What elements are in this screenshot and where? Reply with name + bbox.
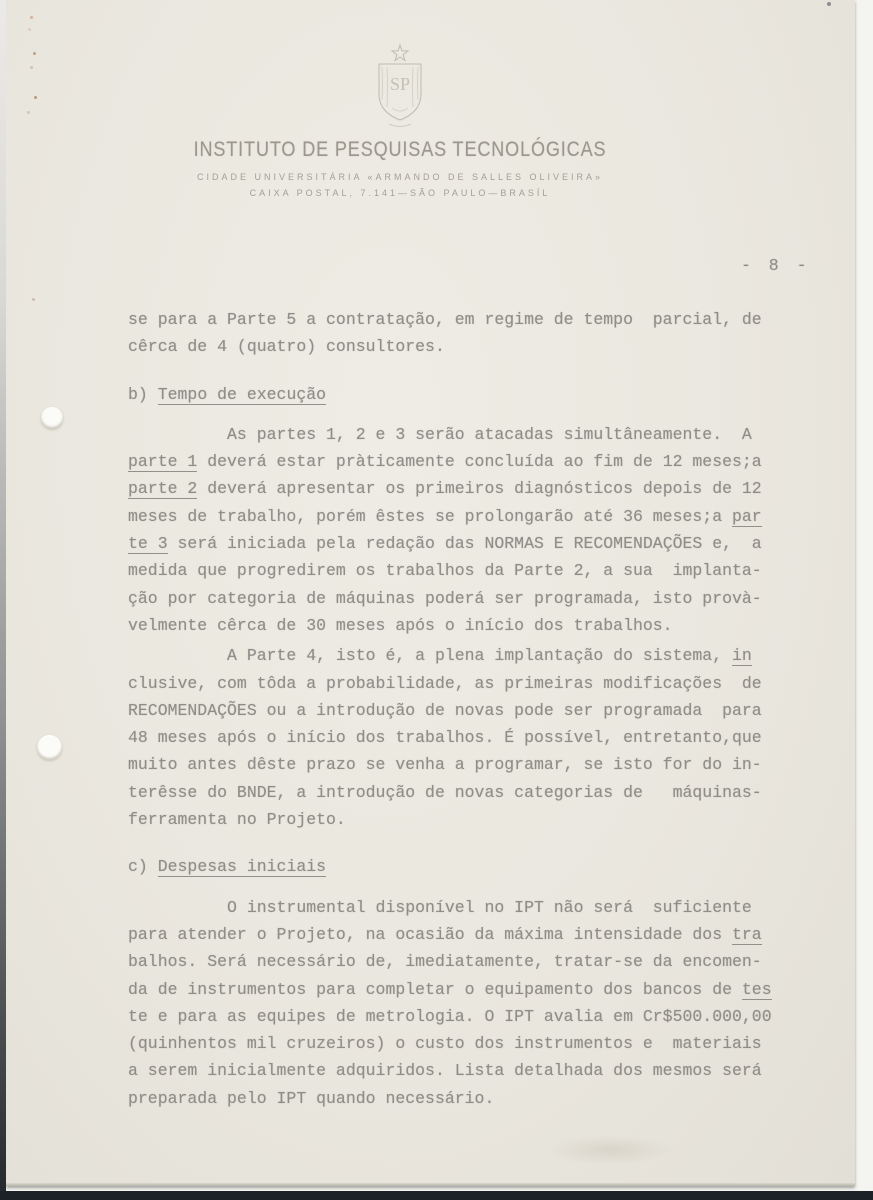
text-segment: deverá apresentar os primeiros diagnósticos depois de 12: [197, 479, 762, 499]
underlined-text: tes: [741, 979, 772, 999]
hole-punch-bottom: [37, 735, 62, 760]
text-line: [128, 1003, 818, 1030]
underlined-text: in: [732, 646, 752, 666]
paragraph: [128, 894, 818, 1112]
letterhead-address-line1: CIDADE UNIVERSITÁRIA «ARMANDO DE SALLES OLIVEIRA»: [196, 172, 604, 182]
text-line: [128, 948, 818, 975]
rust-specks: [30, 16, 33, 19]
text-line: [128, 806, 818, 833]
text-segment: preparada pelo IPT quando necessário.: [128, 1088, 495, 1108]
text-line: [128, 853, 818, 880]
paper-smudge: [545, 1135, 675, 1165]
text-segment: deverá estar pràticamente concluída ao fim de 12 meses;a: [197, 452, 762, 472]
text-segment: A Parte 4, isto é, a plena implantação do sistema,: [128, 646, 732, 666]
text-line: [128, 381, 818, 408]
underlined-text: Despesas iniciais: [157, 857, 327, 877]
text-segment: terêsse do BNDE, a introdução de novas categorias de máquinas-: [128, 782, 762, 802]
text-line: [128, 448, 818, 475]
text-line: [128, 894, 818, 921]
text-line: [128, 421, 818, 448]
hole-punch-top: [41, 407, 63, 429]
section-heading: [128, 381, 818, 408]
text-line: [128, 503, 818, 530]
text-segment: c): [128, 857, 158, 877]
text-line: [128, 697, 818, 724]
document-body: [128, 306, 818, 1112]
text-segment: medida que progredirem os trabalhos da Parte 2, a sua implanta-: [128, 561, 762, 581]
underlined-text: par: [732, 506, 762, 526]
text-segment: b): [128, 384, 158, 404]
text-line: [128, 1030, 818, 1057]
text-line: [128, 333, 818, 360]
text-segment: velmente cêrca de 30 meses após o início dos trabalhos.: [128, 615, 673, 635]
paragraph: [128, 306, 818, 361]
text-line: [128, 724, 818, 751]
text-line: [128, 585, 818, 612]
text-line: [128, 1085, 818, 1112]
text-segment: meses de trabalho, porém êstes se prolongarão até 36 meses;a: [128, 506, 732, 526]
scan-bottom-edge: [0, 1191, 873, 1200]
text-segment: será iniciada pela redação das NORMAS E RECOMENDAÇÕES e, a: [167, 534, 762, 554]
underlined-text: Tempo de execução: [157, 384, 327, 404]
text-segment: clusive, com tôda a probabilidade, as primeiras modificações de: [128, 673, 762, 693]
text-line: [128, 530, 818, 557]
text-segment: (quinhentos mil cruzeiros) o custo dos instrumentos e materiais: [128, 1034, 762, 1054]
underlined-text: parte 1: [128, 452, 198, 472]
text-line: [128, 976, 818, 1003]
dark-speck: [827, 2, 831, 6]
text-line: [128, 751, 818, 778]
text-line: [128, 612, 818, 639]
text-segment: As partes 1, 2 e 3 serão atacadas simultâneamente. A: [128, 424, 752, 444]
text-line: [128, 1057, 818, 1084]
paper-edge-shadow: [6, 1183, 855, 1186]
text-line: [128, 475, 818, 502]
text-segment: cêrca de 4 (quatro) consultores.: [128, 337, 445, 357]
text-segment: O instrumental disponível no IPT não será suficiente: [128, 897, 752, 917]
text-segment: a serem inicialmente adquiridos. Lista detalhada dos mesmos será: [128, 1061, 762, 1081]
underlined-text: te 3: [128, 534, 168, 554]
text-segment: muito antes dêste prazo se venha a programar, se isto for do in-: [128, 755, 762, 775]
text-segment: ferramenta no Projeto.: [128, 810, 346, 830]
text-line: [128, 921, 818, 948]
text-line: [128, 557, 818, 584]
paragraph: [128, 421, 818, 639]
underlined-text: parte 2: [128, 479, 198, 499]
text-segment: 48 meses após o início dos trabalhos. É possível, entretanto,que: [128, 728, 762, 748]
paragraph: [128, 642, 818, 833]
text-segment: RECOMENDAÇÕES ou a introdução de novas pode ser programada para: [128, 700, 762, 720]
svg-text:SP: SP: [389, 74, 411, 94]
page-number: - 8 -: [741, 256, 811, 275]
text-segment: te e para as equipes de metrologia. O IPT avalia em Cr$500.000,00: [128, 1006, 772, 1026]
text-segment: ção por categoria de máquinas poderá ser programada, isto provà-: [128, 588, 762, 608]
letterhead-logo: [0, 44, 800, 141]
text-line: [128, 306, 818, 333]
text-line: [128, 670, 818, 697]
text-line: [128, 642, 818, 669]
text-segment: para atender o Projeto, na ocasião da máxima intensidade dos: [128, 924, 732, 944]
letterhead-address-line2: CAIXA POSTAL, 7.141—SÃO PAULO—BRASÍL: [249, 188, 551, 198]
text-segment: balhos. Será necessário de, imediatamente, tratar-se da encomen-: [128, 952, 762, 972]
institute-name: INSTITUTO DE PESQUISAS TECNOLÓGICAS: [193, 138, 607, 161]
text-segment: da de instrumentos para completar o equipamento dos bancos de: [128, 979, 742, 999]
text-line: [128, 779, 818, 806]
underlined-text: tra: [732, 924, 762, 944]
section-heading: [128, 853, 818, 880]
text-segment: se para a Parte 5 a contratação, em regime de tempo parcial, de: [128, 310, 762, 329]
coat-of-arms-icon: [369, 44, 431, 136]
